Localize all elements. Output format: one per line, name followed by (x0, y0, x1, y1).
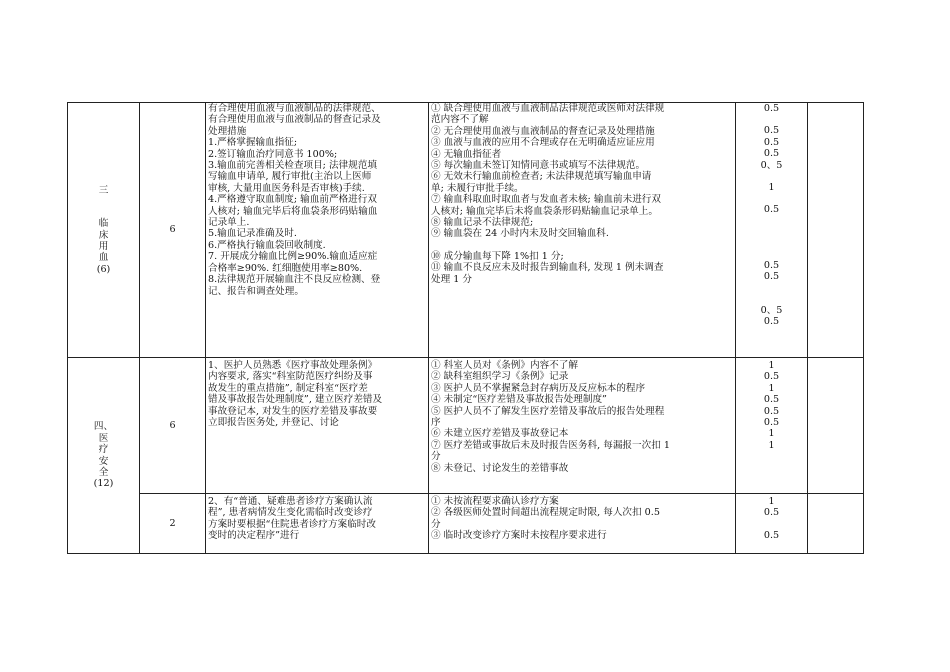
deduction-line: ③ 临时改变诊疗方案时未按程序要求进行 (431, 530, 607, 542)
standard-line: 记、报告和调查处理。 (208, 285, 304, 297)
standard-line: 6.严格执行输血袋回收制度. (208, 239, 326, 251)
standard-line: 记录单上. (208, 217, 250, 229)
score-value: 0.5 (763, 316, 780, 328)
score-value: 0.5 (763, 103, 780, 114)
standard-line: 2、有“普通、疑难患者诊疗方案确认流 (208, 496, 373, 507)
score-value: 0.5 (763, 507, 780, 519)
score-value: 1 (768, 428, 775, 440)
standard-line: 内容要求, 落实“科室防范医疗纠纷及事 (208, 371, 373, 383)
score-cell (736, 358, 808, 494)
deduction-line: 序 (431, 417, 441, 429)
score-value: 0.5 (763, 204, 780, 216)
score-value: 0、5 (760, 304, 783, 316)
deduction-line: ② 缺科室组织学习《条例》记录 (431, 371, 569, 383)
standard-line: 合格率≥90%. 红细胞使用率≥80%. (208, 262, 363, 274)
standard-line: 4.严格遵守取血制度; 输血前严格进行双 (208, 194, 377, 206)
deduction-cell (429, 103, 736, 358)
standard-line: 审核, 大量用血医务科是否审核)手续. (208, 182, 365, 194)
score-value: 0.5 (763, 529, 780, 541)
category-char: (6) (96, 263, 111, 275)
score-cell (736, 103, 808, 358)
score-value: 0.5 (763, 271, 780, 283)
deduction-line: ③ 血液与血液的应用不合理或存在无明确适应证应用 (431, 137, 655, 149)
score-value: 0.5 (763, 417, 780, 429)
score-value: 1 (768, 496, 775, 507)
standard-line: 立即报告医务处, 并登记、讨论 (208, 417, 339, 429)
score-value: 0.5 (763, 371, 780, 383)
points-cell: 6 (140, 103, 206, 358)
score-value: 0.5 (763, 405, 780, 417)
standard-line: 3.输血前完善相关检查项目; 法律规范填 (208, 160, 377, 172)
score-value: 1 (768, 382, 775, 394)
score-value: 1 (768, 439, 775, 451)
deduction-line: 分 (431, 518, 441, 530)
deduction-line: ⑤ 每次输血未签订知情同意书或填写不法律规范。 (431, 160, 646, 172)
deduction-line: ⑥ 未建立医疗差错及事故登记本 (431, 428, 569, 440)
table-row (68, 494, 864, 554)
category-char: 临 (98, 218, 109, 230)
category-char: 用 (98, 241, 109, 252)
score-value: 0、5 (760, 159, 783, 171)
deduction-line: ② 无合理使用血液与血液制品的督查记录及处理措施 (431, 125, 655, 137)
category-char: 床 (98, 229, 109, 241)
deduction-line: 单; 未履行审批手续。 (431, 182, 524, 194)
table-row (68, 103, 864, 358)
remarks-cell (808, 494, 864, 554)
remarks-cell (808, 103, 864, 358)
score-value: 0.5 (763, 148, 780, 160)
deduction-line: ⑧ 未登记、讨论发生的差错事故 (431, 462, 569, 474)
deduction-cell (429, 494, 736, 554)
deduction-line: ⑥ 无效未行输血前检查者; 未法律规范填写输血申请 (431, 171, 652, 183)
deduction-line: ⑪ 输血不良反应未及时报告到输血科, 发现 1 例未调查 (431, 262, 664, 274)
deduction-line: ⑩ 成分输血每下降 1%扣 1 分; (431, 250, 564, 262)
table-row (68, 358, 864, 494)
deduction-line: ① 未按流程要求确认诊疗方案 (431, 496, 559, 507)
deduction-line: 处理 1 分 (431, 273, 472, 285)
deduction-line: ② 各级医师处置时间超出流程规定时限, 每人次扣 0.5 (431, 507, 660, 519)
category-cell (68, 103, 140, 358)
standard-line: 1.严格掌握输血指征; (208, 137, 298, 149)
standard-line: 5.输血记录准确及时. (208, 228, 297, 240)
standard-line: 处理措施 (208, 125, 247, 137)
category-char: 四、 (93, 421, 114, 433)
standard-line: 错及事故报告处理制度”, 建立医疗差错及 (208, 394, 383, 406)
deduction-line: 人核对; 输血完毕后未将血袋条形码贴输血记录单上。 (431, 205, 658, 217)
deduction-line: 分 (431, 451, 441, 463)
standard-line: 事故登记本, 对发生的医疗差错及事故要 (208, 405, 378, 417)
standard-line: 有合理使用血液与血液制品的督查记录及 (208, 114, 381, 126)
standard-line: 2.签订输血治疗同意书 100%; (208, 148, 338, 160)
deduction-cell (429, 358, 736, 494)
category-char: 全 (98, 466, 109, 478)
deduction-line: ③ 医护人员不掌握紧急封存病历及反应标本的程序 (431, 382, 646, 394)
standard-line: 1、医护人员熟悉《医疗事故处理条例》 (208, 360, 378, 371)
score-value: 0.5 (763, 259, 780, 271)
deduction-line: ⑤ 医护人员不了解发生医疗差错及事故后的报告处理程 (431, 405, 665, 417)
points-cell: 2 (140, 494, 206, 554)
deduction-line: ① 缺合理使用血液与血液制品法律规范或医师对法律规 (431, 103, 665, 114)
category-char: 血 (98, 252, 109, 264)
points-cell: 6 (140, 358, 206, 494)
category-char: 三 (98, 184, 109, 196)
category-char: (12) (93, 478, 114, 490)
standard-cell (206, 358, 429, 494)
standard-line: 方案时要根据“住院患者诊疗方案临时改 (208, 518, 376, 530)
deduction-line: ⑦ 医疗差错或事故后未及时报告医务科, 每漏报一次扣 1 (431, 439, 670, 451)
category-char: 疗 (98, 444, 109, 456)
deduction-line: ① 科室人员对《条例》内容不了解 (431, 360, 578, 371)
category-char: 医 (98, 432, 109, 444)
deduction-line: ⑨ 输血袋在 24 小时内未及时交回输血科. (431, 228, 609, 240)
standard-line: 8.法律规范开展输血注不良反应检测、登 (208, 274, 381, 286)
standard-line: 人核对; 输血完毕后将血袋条形码贴输血 (208, 205, 378, 217)
deduction-line: ④ 无输血指征者 (431, 148, 502, 160)
deduction-line: 范内容不了解 (431, 114, 489, 126)
score-value: 1 (768, 182, 775, 194)
score-value: 0.5 (763, 125, 780, 137)
deduction-line: ④ 未制定“医疗差错及事故报告处理制度” (431, 394, 607, 406)
score-value: 0.5 (763, 394, 780, 406)
deduction-line: ⑦ 输血科取血时取血者与发血者未核; 输血前未进行双 (431, 194, 661, 206)
score-value: 0.5 (763, 136, 780, 148)
standard-line: 有合理使用血液与血液制品的法律规范、 (208, 103, 381, 114)
standard-line: 写输血申请单, 履行审批(主治以上医师 (208, 171, 372, 183)
category-char: 安 (98, 455, 109, 467)
standard-line: 变时的决定程序”进行 (208, 530, 300, 542)
score-value: 1 (768, 360, 775, 371)
standard-line: 7. 开展成分输血比例≥90%.输血适应症 (208, 251, 378, 263)
remarks-cell (808, 358, 864, 494)
standard-line: 故发生的重点措施”, 制定科室“医疗差 (208, 382, 368, 394)
deduction-line: ⑧ 输血记录不法律规范; (431, 217, 534, 229)
category-cell (68, 358, 140, 554)
score-cell (736, 494, 808, 554)
standard-cell (206, 494, 429, 554)
evaluation-table (67, 102, 864, 554)
standard-cell (206, 103, 429, 358)
standard-line: 程”, 患者病情发生变化需临时改变诊疗 (208, 507, 373, 519)
